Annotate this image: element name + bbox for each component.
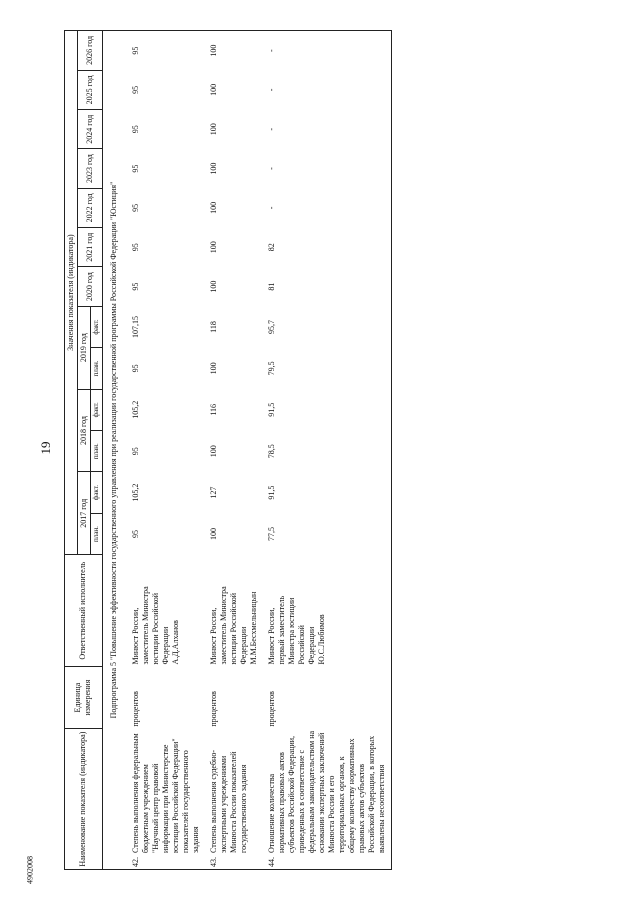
- value-cell: 95: [130, 282, 140, 291]
- header-year-2018: 2018 год: [78, 389, 91, 472]
- value-cell: 95: [130, 530, 140, 539]
- table-row: [263, 31, 392, 870]
- value-cell: 107,15: [130, 315, 140, 338]
- header-unit: Единица измерения: [65, 667, 103, 729]
- value-cell: 91,5: [263, 389, 392, 430]
- value-cell: 91,5: [263, 472, 392, 513]
- value-cell: 100: [208, 528, 218, 541]
- header-plan-2019: план.: [91, 348, 103, 389]
- value-cell: -: [263, 188, 392, 227]
- header-fact-2019: факт.: [91, 306, 103, 347]
- value-cell: 100: [208, 445, 218, 458]
- value-cell: 118: [208, 321, 218, 333]
- page-number: 19: [38, 441, 53, 455]
- document-stamp: 4902008: [25, 856, 35, 884]
- value-cell: 95: [130, 203, 140, 212]
- value-cell: 100: [205, 31, 263, 71]
- header-responsible: Ответственный исполнитель: [65, 555, 103, 667]
- row-number: 42.: [127, 855, 205, 869]
- header-year-2021: 2021 год: [78, 228, 103, 267]
- value-cell: -: [263, 31, 392, 71]
- header-year-2019: 2019 год: [78, 306, 91, 389]
- value-cell: 100: [208, 241, 218, 254]
- header-year-2026: 2026 год: [78, 31, 103, 71]
- header-fact-2018: факт.: [91, 389, 103, 430]
- indicators-table: [64, 30, 392, 870]
- rotated-page-content: [64, 30, 610, 870]
- value-cell: 100: [208, 201, 218, 214]
- row-number: 43.: [205, 855, 263, 869]
- header-plan-2018: план.: [91, 431, 103, 472]
- unit-cell: процентов: [208, 691, 218, 727]
- header-plan-2017: план.: [91, 513, 103, 554]
- value-cell: 95: [130, 164, 140, 173]
- header-fact-2017: факт.: [91, 472, 103, 513]
- responsible-cell: Минюст России, заместитель Министра юстиции Российской Федерации А.Д.Алханов: [130, 586, 180, 665]
- value-cell: 95: [130, 447, 140, 456]
- value-cell: 105,2: [130, 400, 140, 419]
- value-cell: 100: [208, 280, 218, 293]
- value-cell: 79,5: [263, 348, 392, 389]
- value-cell: 95: [130, 85, 140, 94]
- unit-cell: процентов: [263, 667, 392, 729]
- indicator-name: Отношение количества нормативных правовых актов субъектов Российской Федерации, приведенных в соответствие с федеральным законодательством на основании экспертных заключений Минюста России и его территориальных органов, к общему количеству нормативных правовых актов субъектов Российской Федерации, в которых выявлены несоответствия: [263, 729, 392, 855]
- value-cell: 116: [208, 403, 218, 416]
- header-year-2024: 2024 год: [78, 110, 103, 149]
- subprogram-title: Подпрограмма 5 "Повышение эффективности государственного управления при реализации государственной программы Российской Федерации "Юстиция": [102, 31, 127, 870]
- header-year-2023: 2023 год: [78, 149, 103, 188]
- unit-cell: процентов: [130, 691, 140, 727]
- value-cell: 127: [208, 486, 218, 499]
- value-cell: 77,5: [263, 513, 392, 554]
- header-year-2022: 2022 год: [78, 188, 103, 227]
- table-row: [127, 31, 205, 870]
- responsible-cell: Минюст России, заместитель Министра юстиции Российской Федерации М.М.Бесхмельницын: [208, 586, 258, 665]
- indicator-name: Степень выполнения федеральным бюджетным учреждением "Научный центр правовой информации при Министерстве юстиции Российской Федерации" показателей государственного задания: [130, 733, 200, 854]
- value-cell: 78,5: [263, 431, 392, 472]
- value-cell: -: [263, 70, 392, 109]
- indicator-name: Степень выполнения судебно-экспертными учреждениями Минюста России показателей государственного задания: [208, 750, 248, 854]
- value-cell: 82: [263, 228, 392, 267]
- value-cell: 95: [127, 31, 205, 71]
- table-header: [65, 31, 103, 870]
- responsible-cell: Минюст России, первый заместитель Министра юстиции Российской Федерации Ю.С.Любимов: [263, 555, 392, 667]
- value-cell: 100: [208, 162, 218, 175]
- value-cell: 105,2: [130, 483, 140, 502]
- value-cell: 95: [130, 125, 140, 134]
- header-year-2025: 2025 год: [78, 70, 103, 109]
- table-row: [205, 31, 263, 870]
- value-cell: 100: [208, 123, 218, 136]
- value-cell: 100: [208, 83, 218, 96]
- row-number: 44.: [263, 855, 392, 869]
- header-values: Значения показателя (индикатора): [65, 31, 78, 555]
- value-cell: -: [263, 110, 392, 149]
- value-cell: 100: [208, 362, 218, 375]
- value-cell: -: [263, 149, 392, 188]
- value-cell: 95: [130, 364, 140, 373]
- value-cell: 81: [263, 267, 392, 306]
- header-year-2020: 2020 год: [78, 267, 103, 306]
- header-indicator-name: Наименование показателя (индикатора): [65, 729, 103, 870]
- value-cell: 95,7: [263, 306, 392, 347]
- value-cell: 95: [130, 243, 140, 252]
- header-year-2017: 2017 год: [78, 472, 91, 555]
